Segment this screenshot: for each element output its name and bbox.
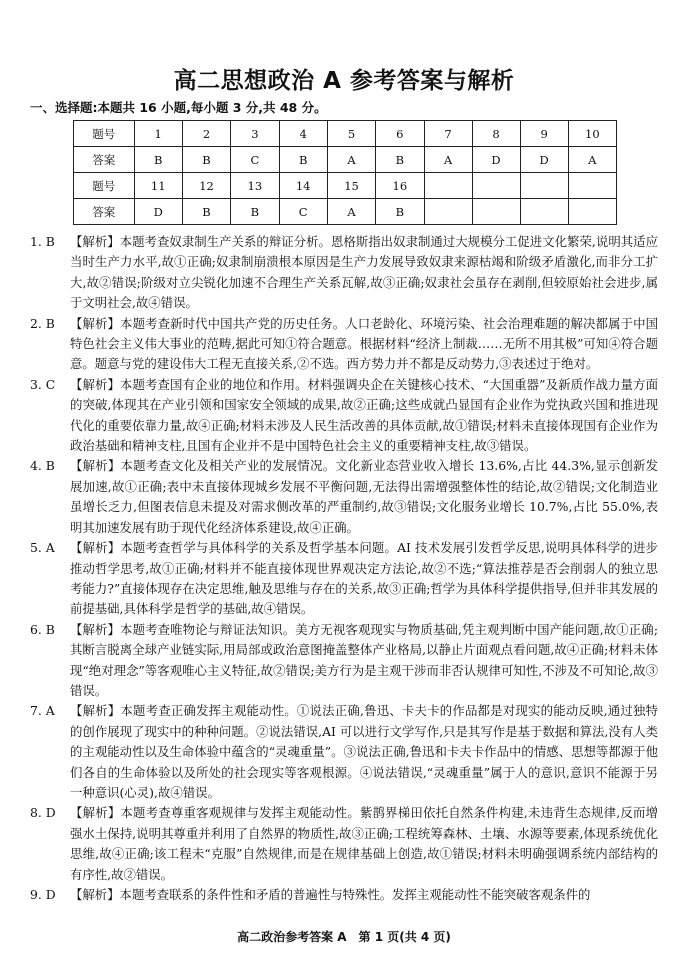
row-header-cell: 答案 xyxy=(74,147,135,173)
explanation-item xyxy=(30,375,658,457)
explanation-item xyxy=(30,456,658,538)
item-text: 【解析】本题考查文化及相关产业的发展情况。文化新业态营业收入增长 13.6%,占比 44.3%,显示创新发展加速,故①正确;表中未直接体现城乡发展不平衡问题,无法得出需增强整体性的结论,故②错误;文化制造业虽增长乏力,但图表信息未提及对需求侧改革的严重制约,故③错误;文化服务业增长 10.7%,占比 55.0%,表明其加速发展有助于现代化经济体系建设,故④正确。 xyxy=(70,458,658,535)
table-cell: B xyxy=(376,147,424,173)
item-text: 【解析】本题考查联系的条件性和矛盾的普遍性与特殊性。发挥主观能动性不能突破客观条件的 xyxy=(70,887,591,902)
item-number: 8. D xyxy=(30,805,56,821)
table-cell: D xyxy=(472,147,520,173)
table-cell: C xyxy=(279,199,327,225)
table-cell: 5 xyxy=(327,121,375,147)
page-title: 高二思想政治 A 参考答案与解析 xyxy=(173,68,515,94)
table-cell xyxy=(424,173,472,199)
table-cell xyxy=(472,173,520,199)
table-cell: D xyxy=(520,147,568,173)
row-header-cell: 题号 xyxy=(74,121,135,147)
table-cell xyxy=(472,199,520,225)
item-number: 4. B xyxy=(30,458,55,474)
table-cell: 2 xyxy=(182,121,230,147)
item-number: 2. B xyxy=(30,315,55,331)
table-cell: 12 xyxy=(182,173,230,199)
table-cell: 9 xyxy=(520,121,568,147)
table-cell: 3 xyxy=(231,121,279,147)
table-cell xyxy=(568,199,616,225)
answer-table xyxy=(73,120,617,225)
explanation-item xyxy=(30,701,658,803)
item-text: 【解析】本题考查唯物论与辩证法知识。美方无视客观现实与物质基础,凭主观判断中国产能问题,故①正确;其断言脱离全球产业链实际,用局部或政治意图掩盖整体产业格局,以静止片面观点看问题,故④正确;材料未体现“绝对理念”等客观唯心主义特征,故②错误;美方行为是主观干涉而非否认规律可知性,不涉及不可知论,故③错误。 xyxy=(70,621,658,698)
table-row xyxy=(74,147,617,173)
table-cell xyxy=(424,199,472,225)
table-cell: 6 xyxy=(376,121,424,147)
table-cell: 16 xyxy=(376,173,424,199)
table-cell xyxy=(520,199,568,225)
item-text: 【解析】本题考查正确发挥主观能动性。①说法正确,鲁迅、卡夫卡的作品都是对现实的能动反映,通过独特的创作展现了现实中的种种问题。②说法错误,AI 可以进行文学写作,只是其写作是基于数据和算法,没有人类的主观能动性以及生命体验中蕴含的“灵魂重量”。③说法正确,鲁迅和卡夫卡作品中的情感、思想等都源于他们各自的生命体验以及所处的社会现实等客观根源。④说法错误,“灵魂重量”属于人的意识,意识不能源于另一种意识(心灵),故④错误。 xyxy=(70,703,658,800)
item-text: 【解析】本题考查国有企业的地位和作用。材料强调央企在关键核心技术、“大国重器”及新质作战力量方面的突破,体现其在产业引领和国家安全领域的成果,故②正确;这些成就凸显国有企业作为党执政兴国和推进现代化的重要依靠力量,故④正确;材料未涉及人民生活改善的具体贡献,故①错误;材料未直接体现国有企业作为政治基础和精神支柱,且国有企业并不是中国特色社会主义的重要精神支柱,故③错误。 xyxy=(70,376,658,454)
table-cell: C xyxy=(231,147,279,173)
table-cell: B xyxy=(376,199,424,225)
table-cell: B xyxy=(279,147,327,173)
explanation-item xyxy=(30,620,658,702)
row-header-cell: 答案 xyxy=(74,199,135,225)
table-cell: B xyxy=(231,199,279,225)
table-cell: B xyxy=(134,147,182,173)
table-cell: 14 xyxy=(279,173,327,199)
table-cell: 10 xyxy=(568,121,616,147)
explanation-item xyxy=(30,803,658,885)
table-cell: A xyxy=(327,147,375,173)
item-text: 【解析】本题考查尊重客观规律与发挥主观能动性。紫鹊界梯田依托自然条件构建,未违背生态规律,反而增强水土保持,说明其尊重并利用了自然界的物质性,故③正确;工程统筹森林、土壤、水源等要素,体现系统优化思维,故④正确;该工程未“克服”自然规律,而是在规律基础上创造,故①错误;材料未明确强调系统内部结构的有序性,故②错误。 xyxy=(70,805,658,882)
item-text: 【解析】本题考查奴隶制生产关系的辩证分析。恩格斯指出奴隶制通过大规模分工促进文化繁荣,说明其适应当时生产力水平,故①正确;奴隶制崩溃根本原因是生产力发展导致奴隶来源枯竭和阶级矛盾激化,而非分工扩大,故②错误;阶级对立尖锐化加速不合理生产关系瓦解,故③正确;奴隶社会虽存在剥削,但较原始社会进步,属于文明社会,故④错误。 xyxy=(70,234,658,311)
item-number: 6. B xyxy=(30,621,55,637)
table-cell: 11 xyxy=(134,173,182,199)
table-cell: D xyxy=(134,199,182,225)
explanation-item xyxy=(30,885,658,905)
explanation-list xyxy=(30,232,658,905)
table-row xyxy=(74,173,617,199)
item-number: 3. C xyxy=(30,376,56,392)
table-cell: 1 xyxy=(134,121,182,147)
table-cell: B xyxy=(182,147,230,173)
table-cell xyxy=(520,173,568,199)
item-number: 5. A xyxy=(30,540,55,556)
table-cell: 4 xyxy=(279,121,327,147)
section-heading: 一、选择题:本题共 16 小题,每小题 3 分,共 48 分。 xyxy=(30,100,327,115)
table-row xyxy=(74,121,617,147)
table-row xyxy=(74,199,617,225)
table-cell: A xyxy=(568,147,616,173)
row-header-cell: 题号 xyxy=(74,173,135,199)
explanation-item xyxy=(30,314,658,375)
table-cell: B xyxy=(182,199,230,225)
explanation-item xyxy=(30,538,658,620)
item-number: 1. B xyxy=(30,234,55,249)
table-cell: 13 xyxy=(231,173,279,199)
page-footer: 高二政治参考答案 A 第 1 页(共 4 页) xyxy=(237,930,451,944)
item-text: 【解析】本题考查哲学与具体科学的关系及哲学基本问题。AI 技术发展引发哲学反思,说明具体科学的进步推动哲学思考,故①正确;材料并不能直接体现世界观决定方法论,故②不选;“算法推荐是否会削弱人的独立思考能力?”直接体现存在决定思维,触及思维与存在的关系,故③正确;哲学为具体科学提供指导,但并非其发展的前提基础,具体科学是哲学的基础,故④错误。 xyxy=(70,540,658,617)
table-cell: 8 xyxy=(472,121,520,147)
explanation-item xyxy=(30,232,658,314)
table-cell: 7 xyxy=(424,121,472,147)
item-number: 7. A xyxy=(30,703,55,719)
table-cell: A xyxy=(327,199,375,225)
table-cell: 15 xyxy=(327,173,375,199)
table-cell xyxy=(568,173,616,199)
table-cell: A xyxy=(424,147,472,173)
item-number: 9. D xyxy=(30,887,56,902)
item-text: 【解析】本题考查新时代中国共产党的历史任务。人口老龄化、环境污染、社会治理难题的解决都属于中国特色社会主义伟大事业的范畴,据此可知①符合题意。根据材料“经济上制裁……无所不用其极”可知④符合题意。题意与党的建设伟大工程无直接关系,②不选。西方势力并不都是反动势力,③表述过于绝对。 xyxy=(70,315,658,372)
